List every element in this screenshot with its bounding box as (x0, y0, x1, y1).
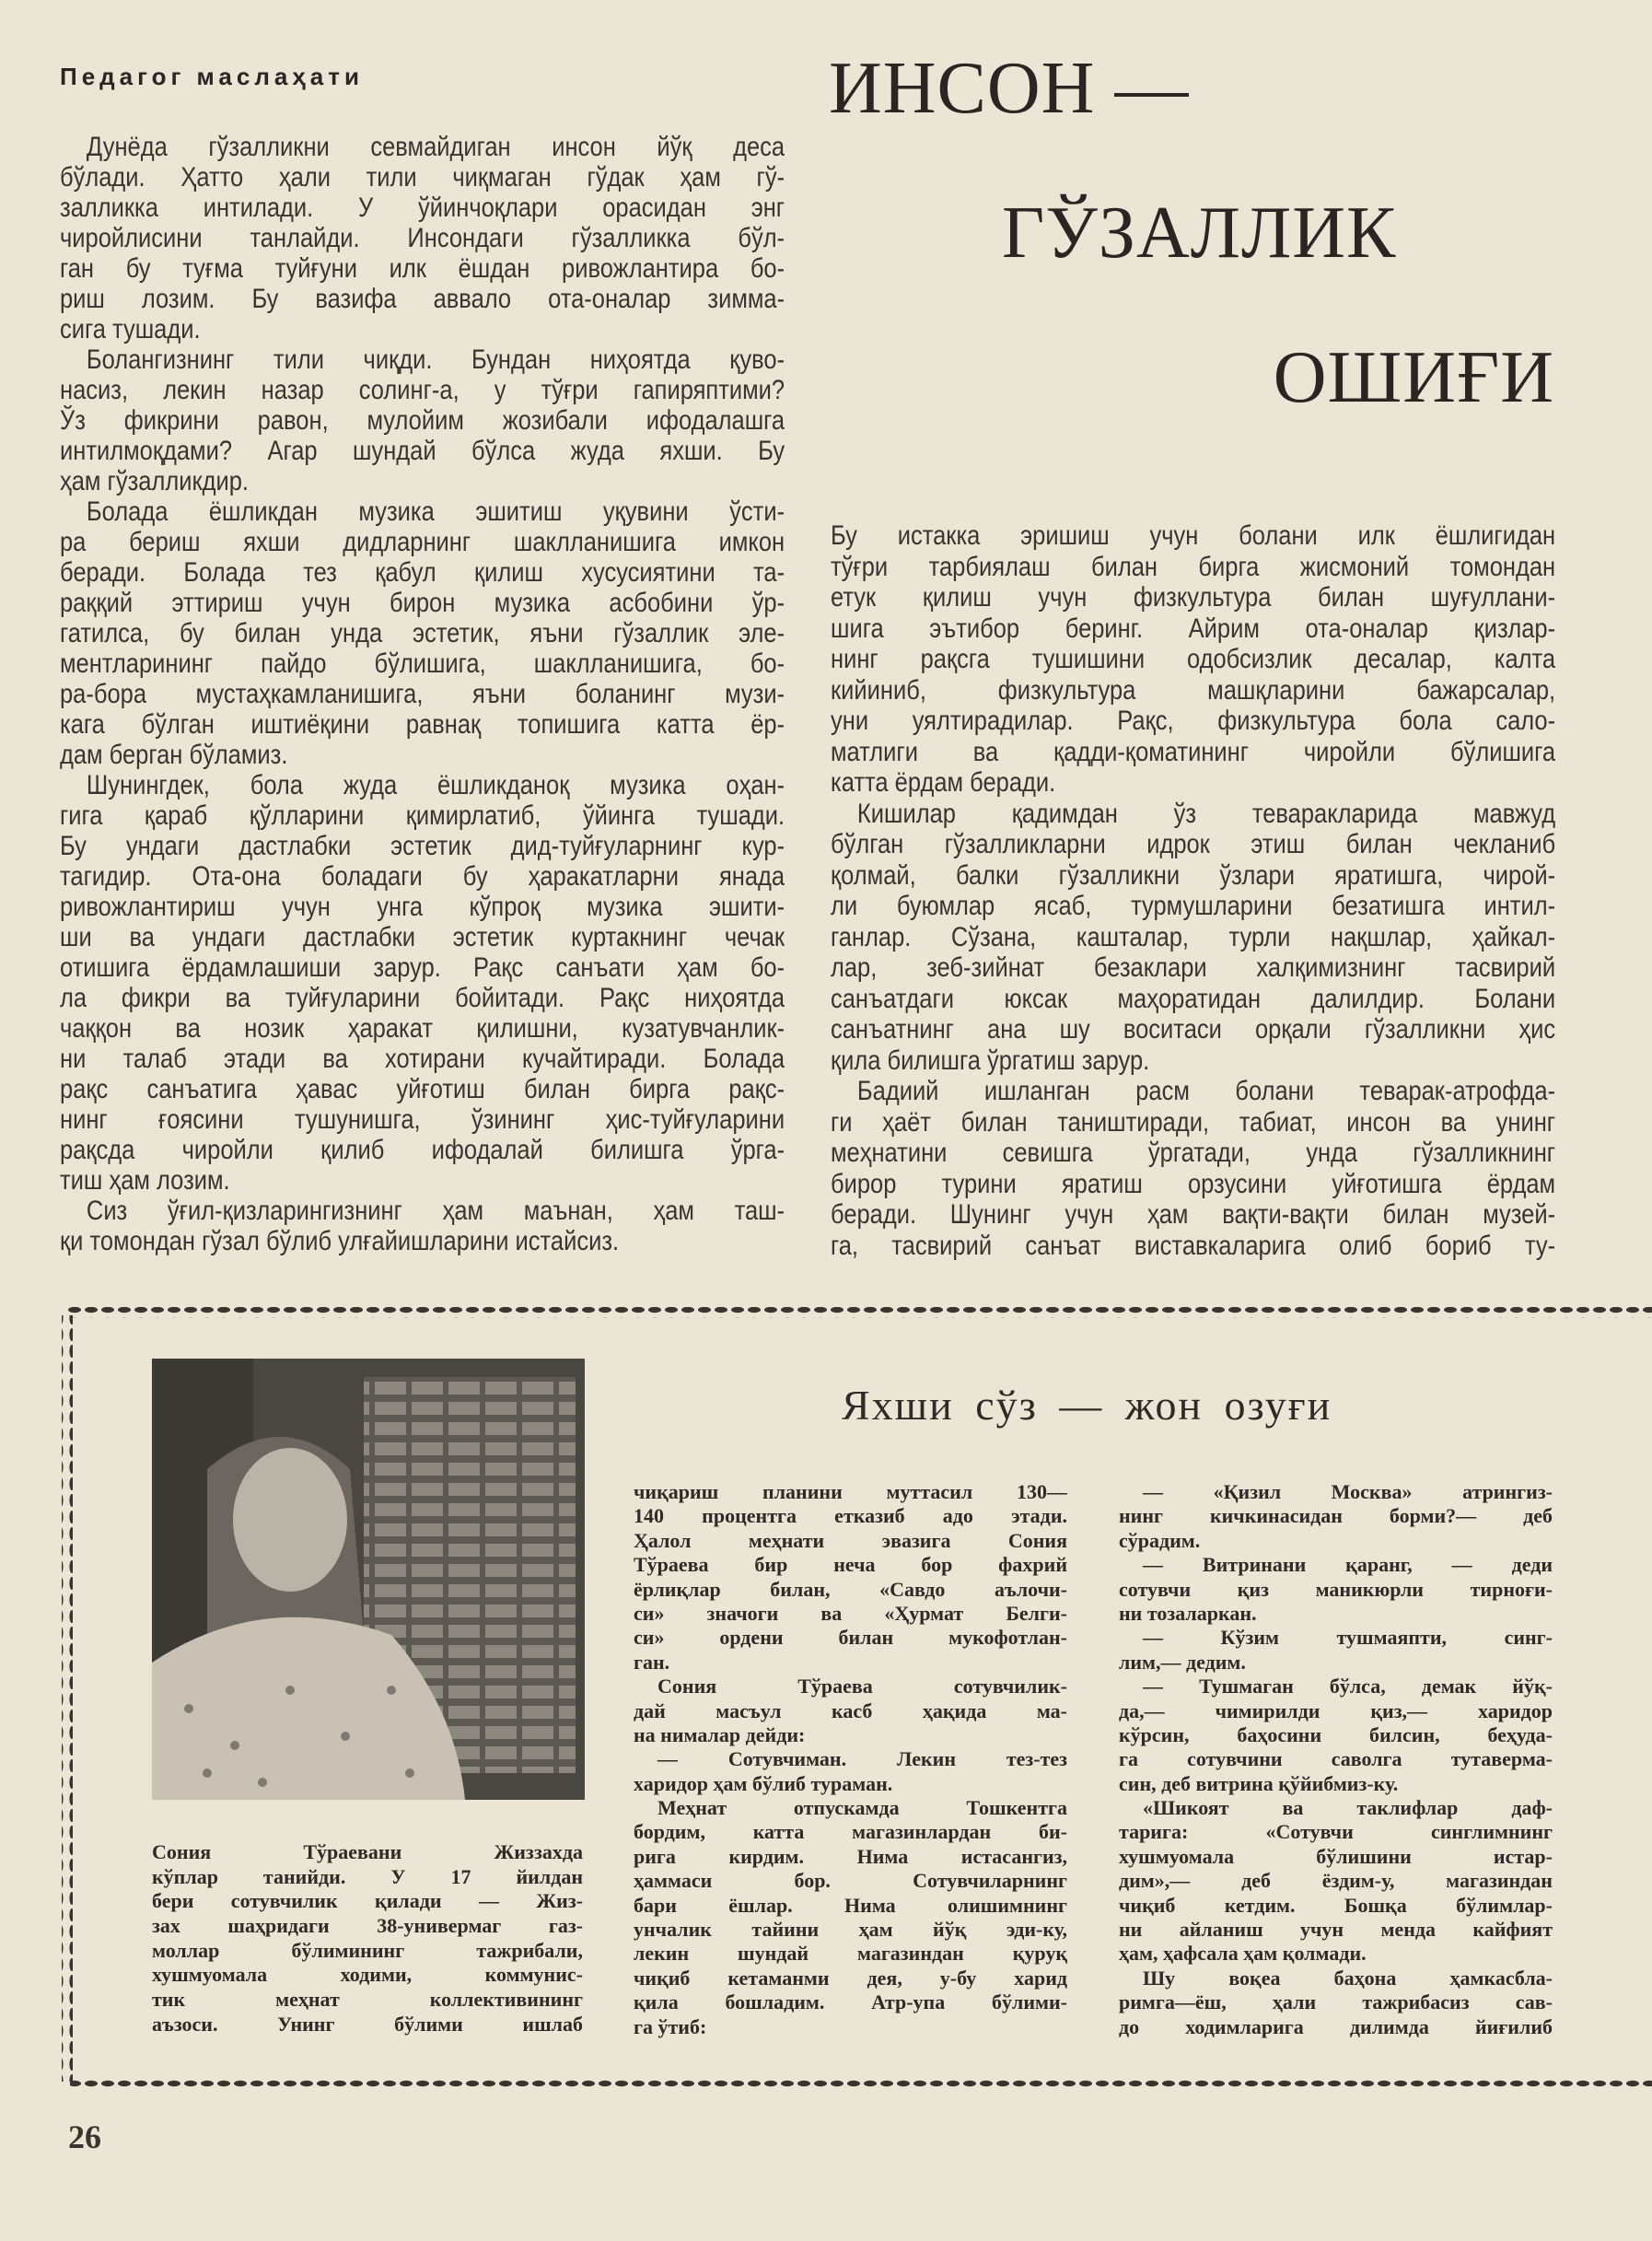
text-line: — Кўзим тушмаяпти, синг- (1143, 1626, 1553, 1650)
text-line: ган бу туғма туйғуни илк ёшдан ривожлантира бо- (60, 253, 785, 284)
text-line: сўрадим. (1119, 1528, 1201, 1552)
text-line: тарига: «Сотувчи синглимнинг (1119, 1820, 1553, 1844)
article-title-line-1: ИНСОН — (829, 48, 1190, 129)
text-line: моллар бўлимининг тажрибали, (152, 1938, 583, 1962)
text-line: Сиз ўғил-қизларингизнинг ҳам маънан, ҳам таш- (86, 1196, 785, 1226)
text-line: римга—ёш, ҳали тажрибасиз сав- (1119, 1990, 1553, 2014)
text-line: ни айланиш учун менда кайфият (1119, 1918, 1553, 1942)
text-line: ни талаб этади ва хотирани кучайтиради. Болада (60, 1044, 785, 1074)
text-line: етук қилиш учун физкультура билан шуғуллани- (831, 582, 1556, 613)
text-line: қила билишга ўргатиш зарур. (831, 1045, 1150, 1076)
text-line: Шу воқеа баҳона ҳамкасбла- (1143, 1966, 1553, 1990)
text-line: ни тозаларкан. (1119, 1601, 1257, 1625)
text-line: кийиниб, физкультура машқларини бажарсалар, (831, 674, 1556, 706)
article-title-line-3: ОШИҒИ (1273, 337, 1554, 418)
box-column-3 (1119, 1480, 1553, 2039)
text-line: Тўраева бир неча бор фахрий (634, 1553, 1067, 1577)
text-line: бўлган гўзалликларни идрок этиш билан чекланиб (831, 829, 1556, 859)
text-line: ши ва ундаги дастлабки эстетик куртакнинг чечак (60, 922, 785, 952)
text-line: на нималар дейди: (634, 1722, 806, 1746)
text-line: нинг рақсга тушишини одобсизлик десалар, калта (831, 644, 1556, 674)
text-line: Кишилар қадимдан ўз теваракларида мавжуд (856, 798, 1556, 829)
text-line: хушмуомала ходими, коммунис- (152, 1963, 583, 1987)
text-line: ра-бора мустаҳкамланишига, яъни боланинг музи- (60, 679, 785, 709)
text-line: Сония Тўраева сотувчилик- (657, 1675, 1067, 1698)
text-line: қи томондан гўзал бўлиб улғайишларини истайсиз. (60, 1226, 620, 1256)
text-line: ги ҳаёт билан таништиради, табиат, инсон ва унинг (831, 1106, 1556, 1138)
text-line: да,— чимирилди қиз,— харидор (1119, 1698, 1553, 1722)
text-line: отишига ёрдамлашиши зарур. Рақс санъати ҳам бо- (60, 952, 785, 983)
text-line: ментларининг пайдо бўлишига, шаклланишига, бо- (60, 648, 785, 679)
box-border-top (67, 1307, 1652, 1318)
text-line: ли буюмлар ясаб, турмушларини безатишга интил- (831, 891, 1556, 921)
text-line: беради. Шунинг учун ҳам вақти-вақти билан музей- (831, 1199, 1556, 1230)
text-line: залликка интилади. У ўйинчоқлари орасидан энг (60, 193, 785, 223)
text-line: интилмоқдами? Агар шундай бўлса жуда яхши. Бу (60, 436, 785, 466)
text-line: чиқариш планини муттасил 130— (634, 1480, 1067, 1503)
text-line: бордим, катта магазинлардан би- (634, 1820, 1067, 1844)
text-line: лекин шундай магазиндан қуруқ (634, 1942, 1067, 1966)
photo-saleswoman (152, 1359, 585, 1800)
text-line: тўғри тарбиялаш билан бирга жисмоний томондан (831, 551, 1556, 582)
text-line: тиш ҳам лозим. (60, 1165, 230, 1196)
text-line: га, тасвирий санъат виставкаларига олиб бориб ту- (831, 1230, 1556, 1261)
text-line: гига қараб қўлларини қимирлатиб, ўйинга тушади. (60, 800, 785, 831)
text-line: — «Қизил Москва» атрингиз- (1143, 1480, 1553, 1503)
text-line: чиройлисини танлайди. Инсондаги гўзалликка бўл- (60, 223, 785, 253)
text-line: — Витринани қаранг, — деди (1143, 1553, 1553, 1577)
text-line: Бадиий ишланган расм болани теварак-атрофда- (856, 1076, 1556, 1106)
text-line: санъатдаги юксак маҳоратидан далилдир. Болани (831, 983, 1556, 1014)
text-line: қолмай, балки гўзалликни ўзлари яратишга, чирой- (831, 859, 1556, 891)
text-line: рақс санъатига ҳавас уйғотиш билан бирга рақс- (60, 1074, 785, 1104)
text-line: — Сотувчиман. Лекин тез-тез (657, 1747, 1067, 1771)
text-line: нинг ғоясини тушунишга, ўзининг ҳис-туйғуларини (60, 1104, 785, 1135)
text-line: бирор турини яратиш орзусини уйғотишга ёрдам (831, 1168, 1556, 1199)
text-line: рақсда чиройли қилиб ифодалай билишга ўрга- (60, 1135, 785, 1165)
text-line: чиқиб кетдим. Бошқа бўлимлар- (1119, 1893, 1553, 1917)
text-line: Дунёда гўзалликни севмайдиган инсон йўқ деса (86, 132, 785, 162)
box-headline: Яхши сўз — жон озуғи (842, 1382, 1332, 1429)
text-line: кўрсин, баҳосини билсин, беҳуда- (1119, 1722, 1553, 1746)
text-line: Ҳалол меҳнати эвазига Сония (634, 1528, 1067, 1552)
text-line: санъатнинг ана шу воситаси орқали гўзалликни ҳис (831, 1014, 1556, 1045)
text-line: Ўз фикрини равон, мулойим жозибали ифодалашга (60, 405, 785, 436)
text-line: беради. Болада тез қабул қилиш хусусиятини та- (60, 557, 785, 588)
text-line: син, деб витрина қўйибмиз-ку. (1119, 1771, 1399, 1795)
text-line: унчалик тайини ҳам йўқ эди-ку, (634, 1918, 1067, 1942)
text-line: хушмуомала бўлишини истар- (1119, 1844, 1553, 1868)
text-line: до ходимларига дилимда йиғилиб (1119, 2014, 1553, 2038)
text-line: харидор ҳам бўлиб тураман. (634, 1771, 893, 1795)
text-line: дам берган бўламиз. (60, 740, 288, 770)
text-line: дай масъул касб ҳақида ма- (634, 1698, 1067, 1722)
text-line: бери сотувчилик қилади — Жиз- (152, 1889, 583, 1913)
text-line: 140 процентга етказиб адо этади. (634, 1504, 1067, 1528)
photo-caption (152, 1840, 583, 2037)
text-line: матлиги ва қадди-қоматининг чиройли бўлишига (831, 736, 1556, 767)
text-line: катта ёрдам беради. (831, 767, 1056, 798)
text-line: Меҳнат отпускамда Тошкентга (657, 1796, 1067, 1820)
box-border-left (62, 1315, 73, 2082)
text-line: насиз, лекин назар солинг-а, у тўғри гапиряптими? (60, 375, 785, 405)
text-line: Болангизнинг тили чиқди. Бундан ниҳоятда қуво- (86, 344, 785, 375)
text-line: Бу истакка эришиш учун болани илк ёшлигидан (831, 520, 1556, 551)
text-line: ра бериш яхши дидларнинг шаклланишига имкон (60, 527, 785, 557)
section-label: Педагог маслаҳати (60, 63, 364, 90)
text-line: кўплар танийди. У 17 йилдан (152, 1864, 583, 1888)
text-line: ган. (634, 1650, 670, 1674)
text-line: чаққон ва нозик ҳаракат қилишни, кузатувчанлик- (60, 1013, 785, 1044)
text-line: рига кирдим. Нима истасангиз, (634, 1844, 1067, 1868)
text-line: «Шикоят ва таклифлар даф- (1143, 1796, 1553, 1820)
text-line: аъзоси. Унинг бўлими ишлаб (152, 2012, 583, 2036)
text-line: Шунингдек, бола жуда ёшликданоқ музика оҳан- (86, 770, 785, 800)
text-line: лим,— дедим. (1119, 1650, 1246, 1674)
text-line: бўлади. Ҳатто ҳали тили чиқмаган гўдак ҳам гў- (60, 162, 785, 193)
text-line: сига тушади. (60, 314, 201, 344)
text-line: га сотувчини саволга тутаверма- (1119, 1747, 1553, 1771)
text-line: чиқиб кетаманми дея, у-бу харид (634, 1966, 1067, 1990)
page-number: 26 (68, 2118, 101, 2155)
text-line: Бу ундаги дастлабки эстетик дид-туйғуларнинг кур- (60, 831, 785, 861)
text-line: ла фикри ва туйғуларини бойитади. Рақс ниҳоятда (60, 983, 785, 1013)
text-line: қила бошладим. Атр-упа бўлими- (634, 1990, 1067, 2014)
text-line: Болада ёшликдан музика эшитиш уқувини ўсти- (86, 496, 785, 527)
text-line: уни уялтирадилар. Рақс, физкультура бола сало- (831, 706, 1556, 736)
box-column-2 (634, 1480, 1067, 2039)
text-line: тагидир. Ота-она боладаги бу ҳаракатларни янада (60, 861, 785, 892)
text-line: бари ёшлар. Нима олишимнинг (634, 1893, 1067, 1917)
text-line: ҳаммаси бор. Сотувчиларнинг (634, 1869, 1067, 1893)
text-line: си» значоги ва «Ҳурмат Белги- (634, 1601, 1067, 1625)
text-line: нинг кичкинасидан борми?— деб (1119, 1504, 1553, 1528)
text-line: Сония Тўраевани Жиззахда (152, 1840, 583, 1863)
text-line: ҳам, ҳафсала ҳам қолмади. (1119, 1942, 1367, 1966)
text-line: гатилса, бу билан унда эстетик, яъни гўзаллик эле- (60, 618, 785, 648)
text-line: лар, зеб-зийнат безаклари халқимизнинг тасвирий (831, 952, 1556, 983)
text-line: — Тушмаган бўлса, демак йўқ- (1143, 1675, 1553, 1698)
text-line: тик меҳнат коллективининг (152, 1988, 583, 2012)
text-line: ганлар. Сўзана, кашталар, турли нақшлар, ҳайкал- (831, 921, 1556, 952)
text-line: си» ордени билан мукофотлан- (634, 1626, 1067, 1650)
article-title-line-2: ГЎЗАЛЛИК (1002, 193, 1397, 274)
text-line: кага бўлган иштиёқини равнақ топишига катта ёр- (60, 709, 785, 740)
text-line: дим»,— деб ёздим-у, магазиндан (1119, 1869, 1553, 1893)
text-line: шига эътибор беринг. Айрим ота-оналар қизлар- (831, 613, 1556, 644)
text-line: раққий эттириш учун бирон музика асбобини ўр- (60, 588, 785, 618)
box-border-bottom (70, 2076, 1652, 2087)
text-line: зах шаҳридаги 38-универмаг газ- (152, 1914, 583, 1938)
text-line: га ўтиб: (634, 2014, 707, 2038)
text-line: сотувчи қиз маникюрли тирноғи- (1119, 1577, 1553, 1601)
text-line: ҳам гўзалликдир. (60, 466, 250, 496)
text-line: меҳнатини севишга ўргатади, унда гўзалликнинг (831, 1138, 1556, 1168)
text-line: риш лозим. Бу вазифа аввало ота-оналар зимма- (60, 284, 785, 314)
text-line: ривожлантириш учун унга кўпроқ музика эшити- (60, 892, 785, 922)
text-line: ёрлиқлар билан, «Савдо аълочи- (634, 1577, 1067, 1601)
